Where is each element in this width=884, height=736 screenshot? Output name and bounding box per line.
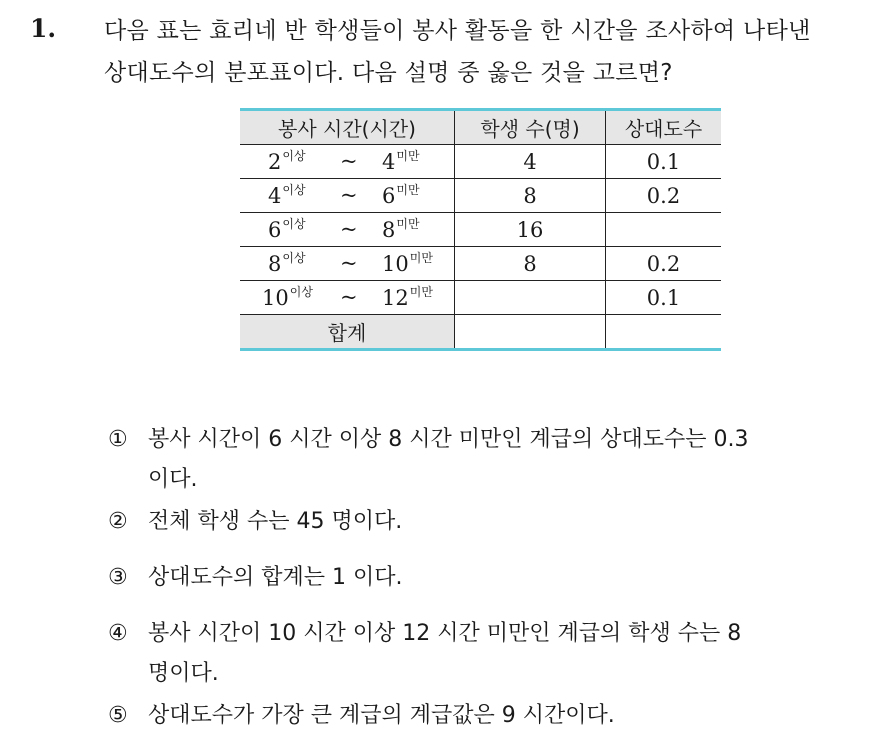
question-line-2: 상대도수의 분포표이다. 다음 설명 중 옳은 것을 고르면? xyxy=(104,60,673,86)
student-count-cell: 8 xyxy=(455,179,606,213)
option-1[interactable] xyxy=(108,420,848,500)
range-tilde: ~ xyxy=(340,183,358,207)
option-text: 봉사 시간이 6 시간 이상 8 시간 미만인 계급의 상대도수는 0.3 xyxy=(148,427,749,452)
header-students: 학생 수(명) xyxy=(455,110,606,145)
class-lower-bound: $2^{이상}$ xyxy=(268,149,306,174)
relative-frequency-cell: 0.1 xyxy=(606,145,722,179)
class-interval-cell xyxy=(240,179,455,213)
table-row xyxy=(240,213,721,247)
class-upper-bound: $8^{미만}$ xyxy=(382,217,420,242)
option-text: 상대도수의 합계는 1 이다. xyxy=(148,565,403,590)
class-upper-bound: $4^{미만}$ xyxy=(382,149,420,174)
table-header-row xyxy=(240,110,721,145)
class-lower-bound: $10^{이상}$ xyxy=(262,285,313,310)
class-interval-cell xyxy=(240,213,455,247)
option-4[interactable] xyxy=(108,614,848,694)
table-row xyxy=(240,179,721,213)
range-tilde: ~ xyxy=(340,217,358,241)
question-line-1: 다음 표는 효리네 반 학생들이 봉사 활동을 한 시간을 조사하여 나타낸 xyxy=(104,18,811,44)
class-upper-bound: $10^{미만}$ xyxy=(382,251,433,276)
table-row xyxy=(240,281,721,315)
option-2[interactable] xyxy=(108,502,848,542)
relative-frequency-cell: 0.1 xyxy=(606,281,722,315)
option-text-continued: 명이다. xyxy=(148,661,219,686)
option-marker: ② xyxy=(108,509,128,534)
total-count-cell xyxy=(455,315,606,350)
relative-frequency-cell: 0.2 xyxy=(606,179,722,213)
class-upper-bound: $6^{미만}$ xyxy=(382,183,420,208)
option-text: 상대도수가 가장 큰 계급의 계급값은 9 시간이다. xyxy=(148,703,615,728)
relative-frequency-table xyxy=(240,108,721,351)
table-total-row xyxy=(240,315,721,350)
student-count-cell: 8 xyxy=(455,247,606,281)
option-marker: ⑤ xyxy=(108,703,128,728)
range-tilde: ~ xyxy=(340,285,358,309)
table-row xyxy=(240,247,721,281)
relative-frequency-cell: 0.2 xyxy=(606,247,722,281)
option-text: 전체 학생 수는 45 명이다. xyxy=(148,509,403,534)
question-number: 1. xyxy=(30,14,57,43)
option-marker: ① xyxy=(108,427,128,452)
table-row xyxy=(240,145,721,179)
question-text xyxy=(104,10,864,94)
option-text: 봉사 시간이 10 시간 이상 12 시간 미만인 계급의 학생 수는 8 xyxy=(148,621,742,646)
relative-frequency-cell xyxy=(606,213,722,247)
option-marker: ④ xyxy=(108,621,128,646)
class-lower-bound: $8^{이상}$ xyxy=(268,251,306,276)
class-upper-bound: $12^{미만}$ xyxy=(382,285,433,310)
class-lower-bound: $6^{이상}$ xyxy=(268,217,306,242)
class-lower-bound: $4^{이상}$ xyxy=(268,183,306,208)
range-tilde: ~ xyxy=(340,149,358,173)
range-tilde: ~ xyxy=(340,251,358,275)
option-marker: ③ xyxy=(108,565,128,590)
student-count-cell: 4 xyxy=(455,145,606,179)
total-relative-frequency-cell xyxy=(606,315,722,350)
class-interval-cell xyxy=(240,145,455,179)
header-hours: 봉사 시간(시간) xyxy=(240,110,455,145)
student-count-cell: 16 xyxy=(455,213,606,247)
student-count-cell xyxy=(455,281,606,315)
option-3[interactable] xyxy=(108,558,848,598)
total-label: 합계 xyxy=(240,315,455,350)
header-relative-frequency: 상대도수 xyxy=(606,110,722,145)
class-interval-cell xyxy=(240,247,455,281)
option-text-continued: 이다. xyxy=(148,467,198,492)
option-5[interactable] xyxy=(108,696,848,736)
class-interval-cell xyxy=(240,281,455,315)
